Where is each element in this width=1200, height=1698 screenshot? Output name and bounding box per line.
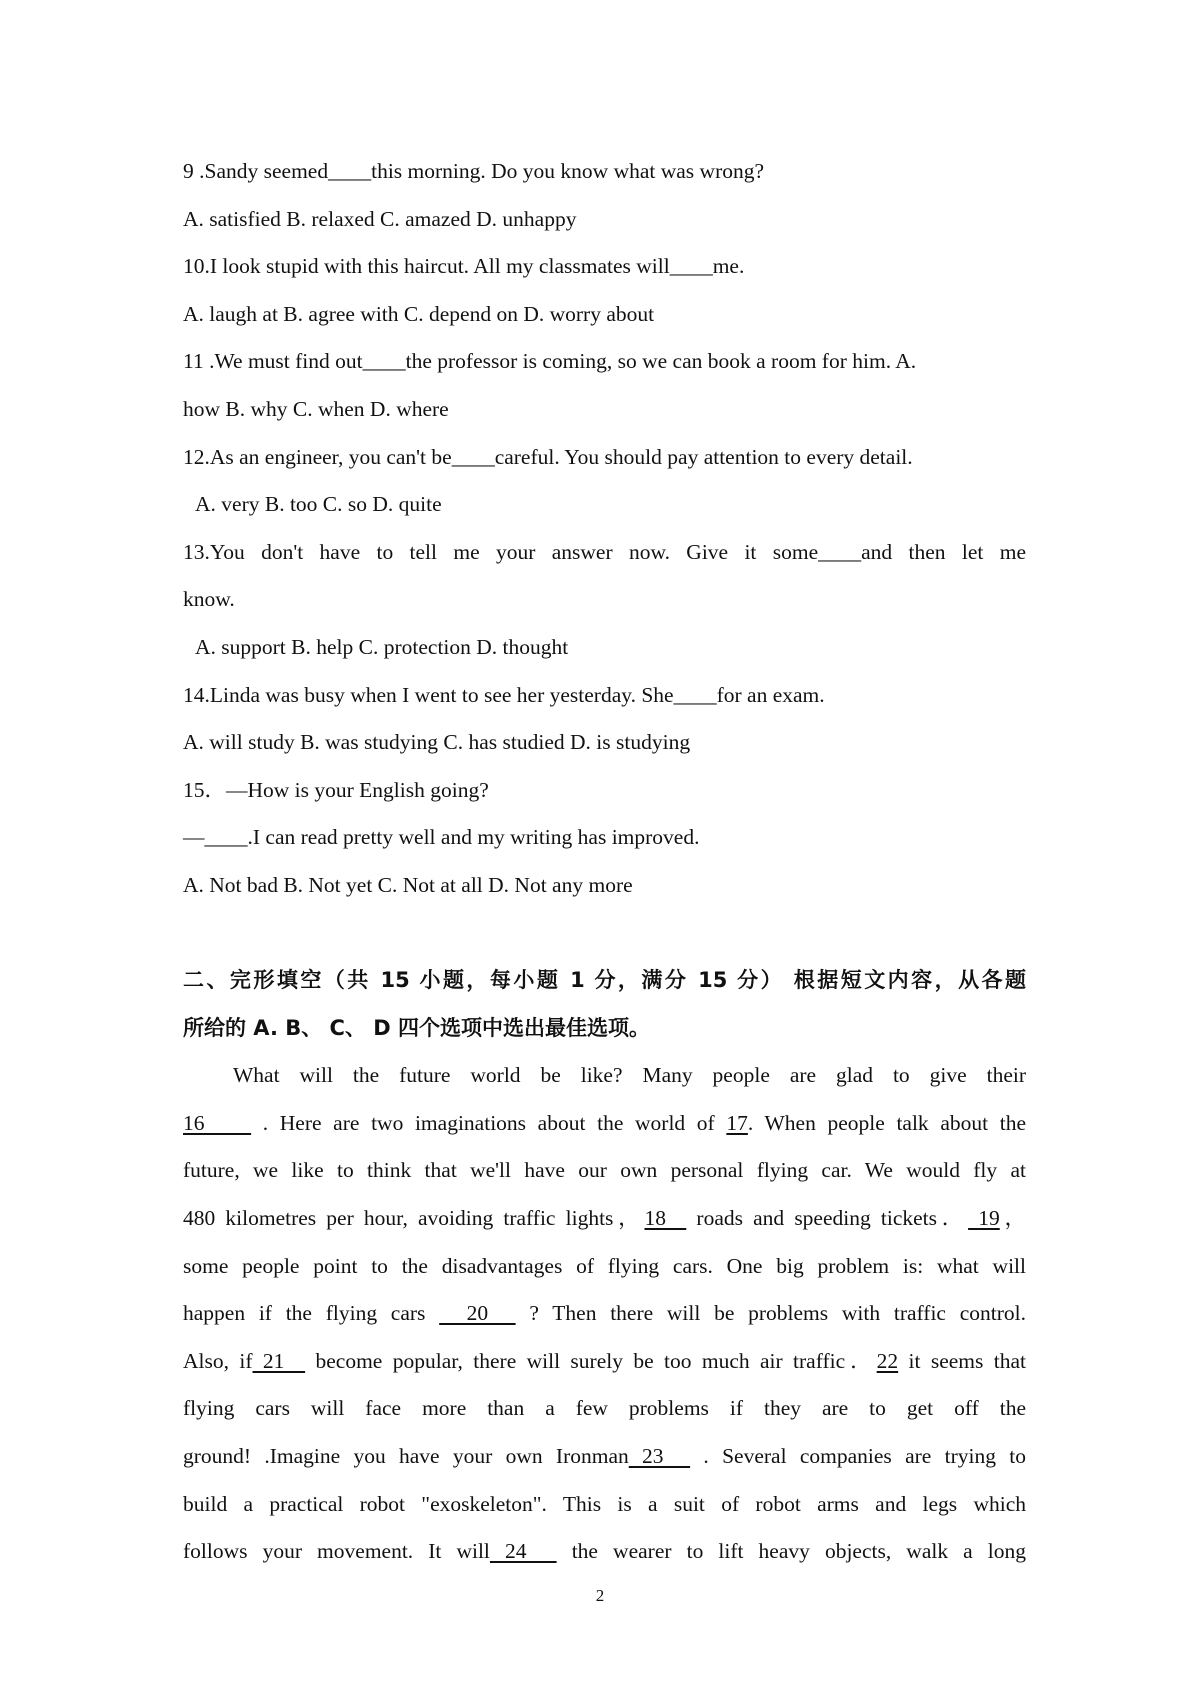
passage-text: . When people talk about the [747, 1110, 1027, 1135]
passage-line [183, 1100, 1026, 1148]
question-10-options: A. laugh at B. agree with C. depend on D. worry about [183, 301, 655, 326]
question-11-options: how B. why C. when D. where [183, 396, 449, 421]
question-text: 13.You don't have to tell me your answer now. Give it some [183, 539, 819, 564]
passage-line [183, 1290, 1026, 1338]
question-text: 12.As an engineer, you can't be [183, 444, 452, 469]
passage-line [183, 1528, 1026, 1576]
cloze-blank-16: 16 [183, 1110, 252, 1135]
cloze-blank-21: 21 [252, 1348, 306, 1373]
answer-blank: ____ [451, 444, 495, 469]
answer-blank: ____ [818, 539, 862, 564]
passage-line: future, we like to think that we'll have our own personal flying car. We would fly at [183, 1158, 1026, 1183]
passage-text: Also, if [183, 1348, 253, 1373]
question-text: 9 .Sandy seemed [183, 159, 329, 183]
section-heading-line1: 二、完形填空（共 15 小题，每小题 1 分，满分 15 分） 根据短文内容，从各题 [183, 968, 1026, 993]
question-text: 10.I look stupid with this haircut. All my classmates will [183, 254, 670, 279]
passage-text: follows your movement. It will [183, 1539, 490, 1564]
question-text: 14.Linda was busy when I went to see her yesterday. She [183, 682, 674, 707]
passage-text: it seems that [898, 1348, 1026, 1373]
question-11-stem [183, 338, 1026, 386]
page-number: 2 [595, 1586, 605, 1605]
question-text: the professor is coming, so we can book a room for him. A. [405, 349, 917, 374]
passage-text: roads and speeding tickets． [686, 1206, 969, 1231]
passage-text: become popular, there will surely be too much air traffic． [305, 1348, 877, 1373]
answer-blank: ____ [362, 349, 406, 374]
question-9-options: A. satisfied B. relaxed C. amazed D. unhappy [183, 206, 577, 231]
cloze-blank-20: 20 [439, 1301, 516, 1326]
passage-line [183, 1195, 1026, 1243]
passage-text: ? Then there will be problems with traffic control. [515, 1301, 1026, 1326]
passage-line: some people point to the disadvantages of flying cars. One big problem is: what will [183, 1253, 1026, 1278]
question-12-options: A. very B. too C. so D. quite [195, 492, 442, 517]
question-text: careful. You should pay attention to every detail. [494, 444, 913, 469]
question-14-options: A. will study B. was studying C. has studied D. is studying [183, 730, 691, 755]
passage-text: . Several companies are trying to [690, 1444, 1026, 1469]
question-text: and then let me [861, 539, 1026, 564]
question-15-stem: 15．—How is your English going? [183, 777, 489, 802]
question-text: .I can read pretty well and my writing has improved. [247, 825, 700, 850]
passage-line [183, 1433, 1026, 1481]
question-14-stem [183, 672, 1026, 720]
passage-text: 480 kilometres per hour, avoiding traffic lights， [183, 1206, 645, 1231]
passage-text: . Here are two imaginations about the world of [251, 1110, 727, 1135]
answer-blank: ____ [328, 159, 372, 183]
question-13-stem-cont: know. [183, 587, 235, 612]
cloze-blank-22: 22 [876, 1348, 899, 1373]
answer-blank: ____ [669, 254, 713, 279]
question-text: 11 .We must find out [183, 349, 363, 374]
passage-line: build a practical robot "exoskeleton". This is a suit of robot arms and legs which [183, 1491, 1026, 1516]
question-10-stem [183, 243, 1026, 291]
question-13-stem [183, 529, 1026, 577]
question-9-stem [183, 148, 1026, 196]
cloze-blank-18: 18 [644, 1206, 687, 1231]
passage-line: flying cars will face more than a few problems if they are to get off the [183, 1396, 1026, 1421]
answer-blank: ____ [204, 825, 248, 850]
spacer [183, 910, 1026, 958]
passage-text: the wearer to lift heavy objects, walk a long [556, 1539, 1027, 1564]
cloze-blank-17: 17 [726, 1110, 748, 1135]
cloze-blank-19: 19 [968, 1206, 1000, 1231]
question-12-stem [183, 434, 1026, 482]
question-13-options: A. support B. help C. protection D. thought [195, 634, 569, 659]
dash: — [183, 825, 205, 850]
passage-text: happen if the flying cars [183, 1301, 440, 1326]
question-text: for an exam. [716, 682, 825, 707]
answer-blank: ____ [673, 682, 717, 707]
passage-line [183, 1338, 1026, 1386]
question-text: me. [712, 254, 745, 279]
cloze-blank-23: 23 [628, 1444, 691, 1469]
passage-text: ground! .Imagine you have your own Ironman [183, 1444, 629, 1469]
page-content [183, 148, 1026, 1576]
question-15-dialog [183, 814, 1026, 862]
question-15-options: A. Not bad B. Not yet C. Not at all D. Not any more [183, 872, 633, 897]
passage-line: What will the future world be like? Many people are glad to give their [233, 1063, 1026, 1088]
question-text: this morning. Do you know what was wrong? [371, 159, 765, 183]
passage-text: ， [999, 1206, 1026, 1231]
section-heading-line2: 所给的 A. B、 C、 D 四个选项中选出最佳选项。 [183, 1015, 651, 1040]
cloze-blank-24: 24 [489, 1539, 557, 1564]
